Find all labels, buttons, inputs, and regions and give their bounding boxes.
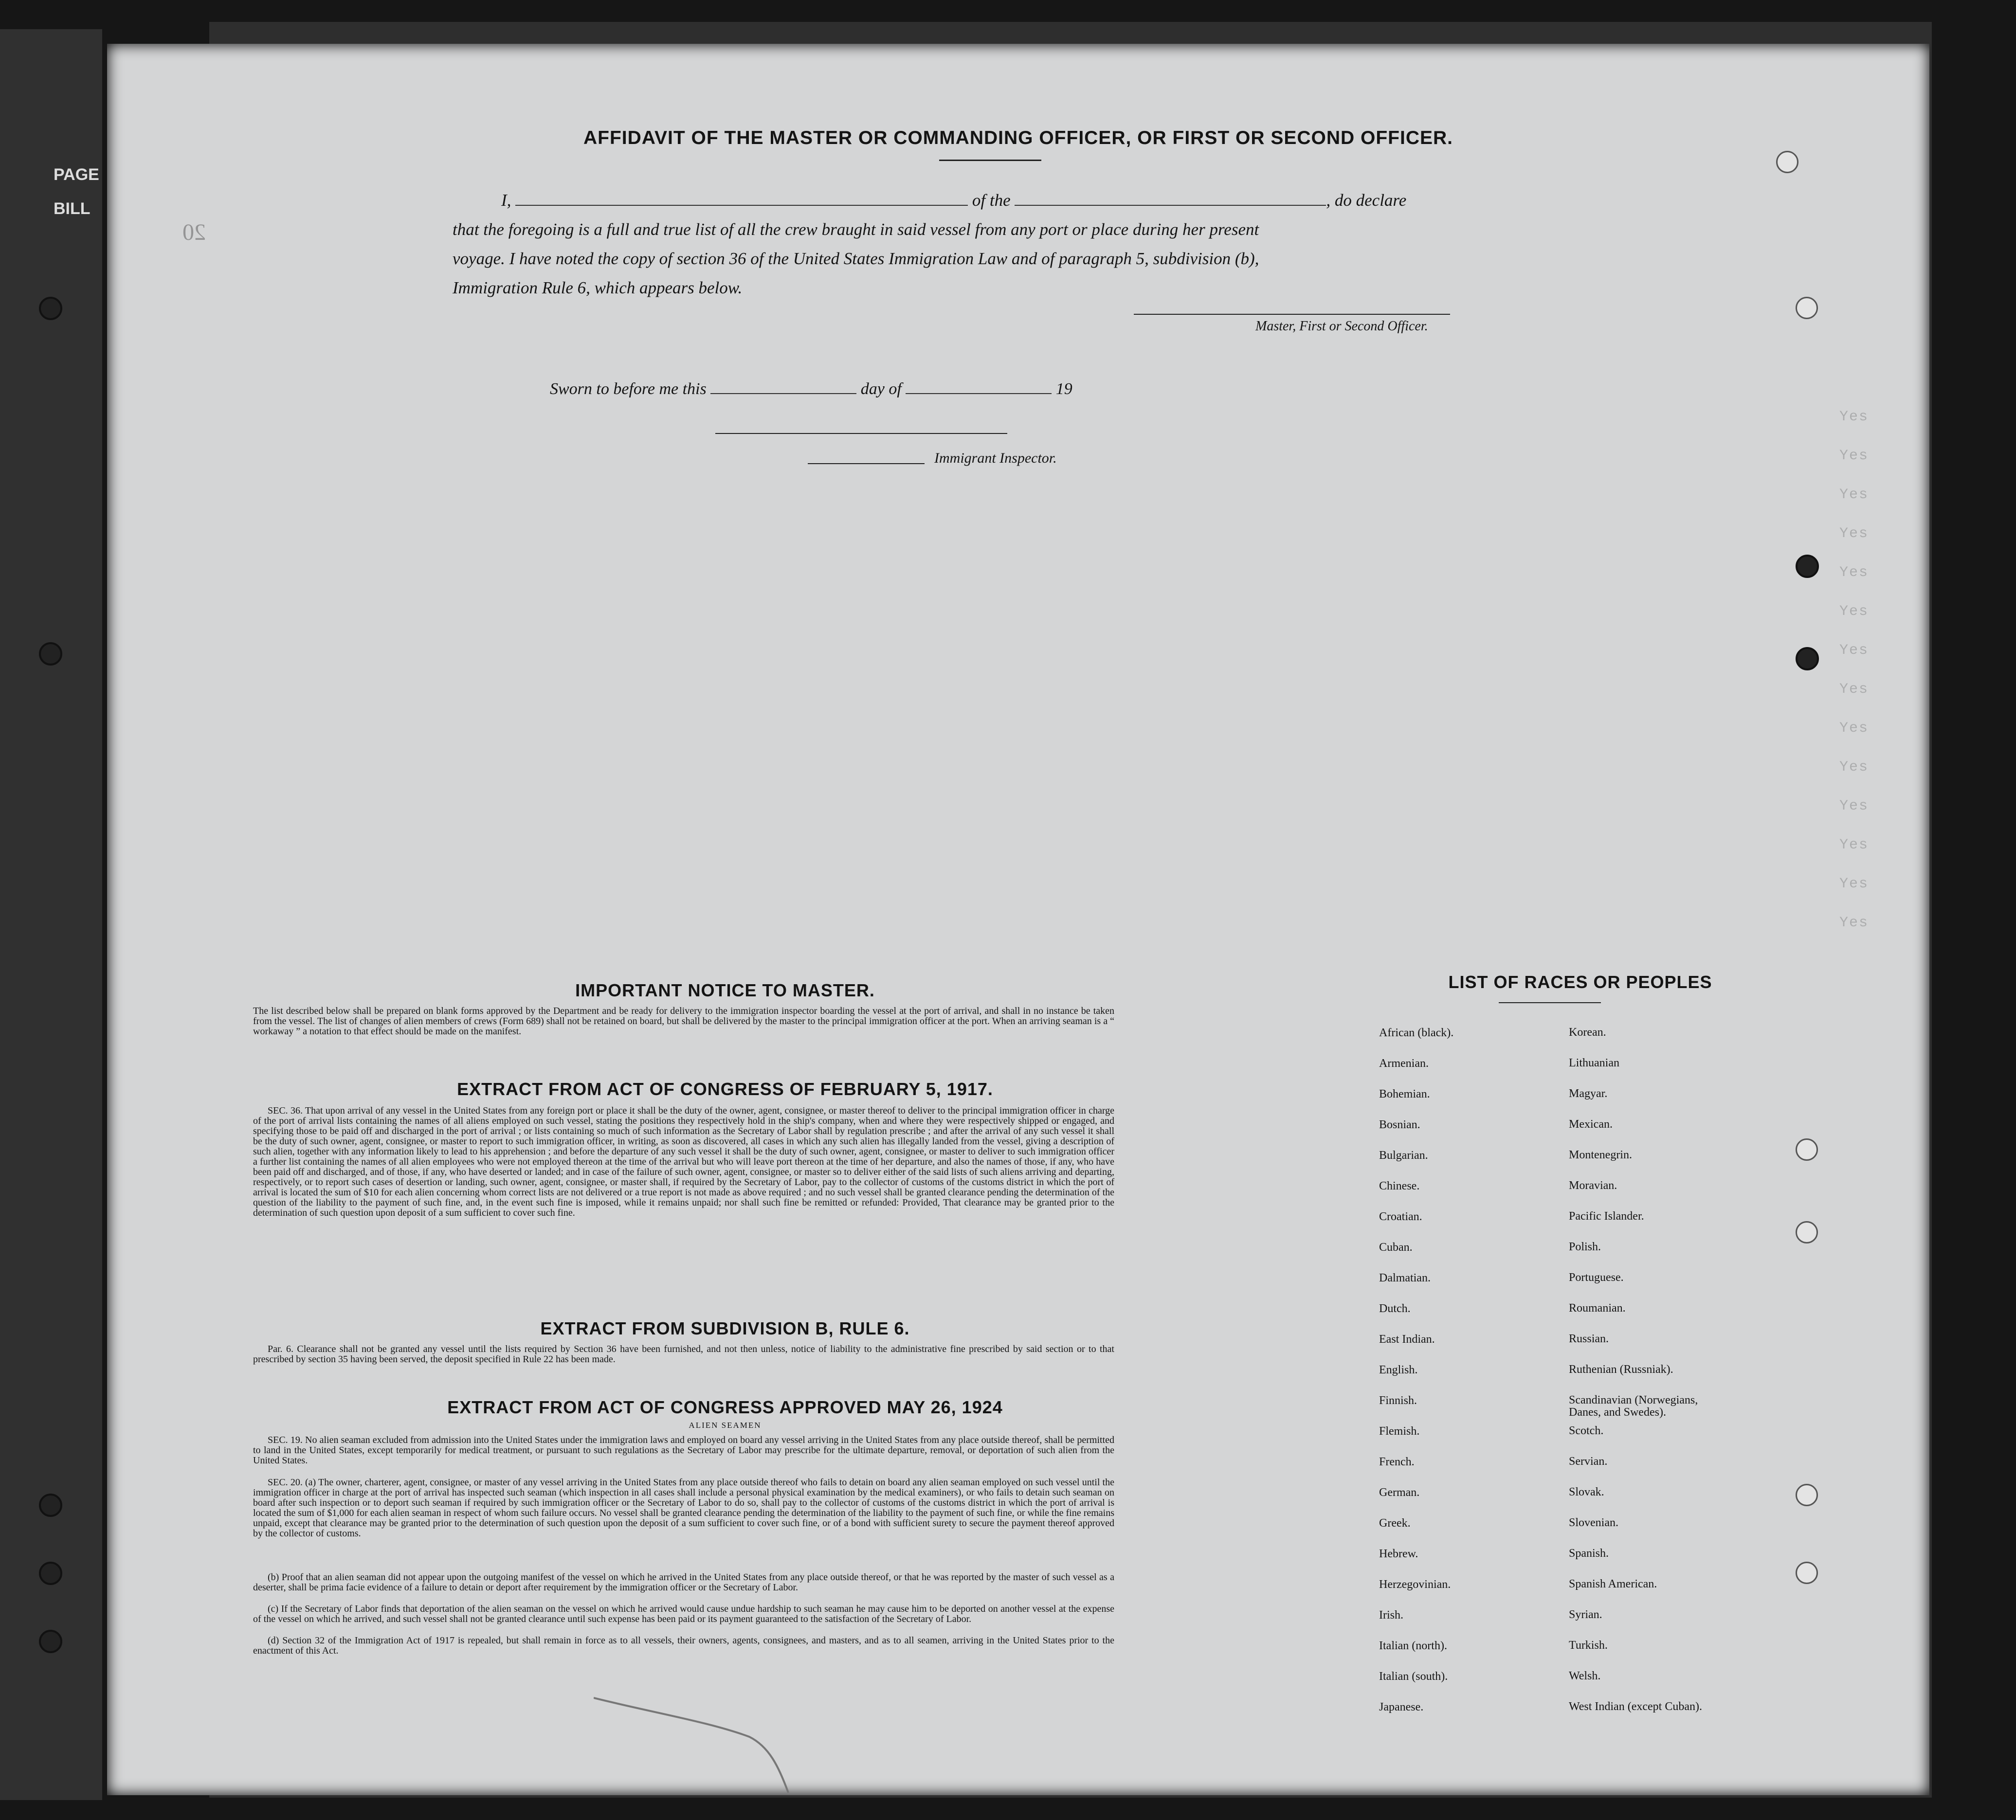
name-blank[interactable]: [515, 190, 968, 206]
bleed-through-text: Yes: [1839, 642, 1869, 659]
race-item: Dalmatian.: [1379, 1272, 1431, 1284]
punch-hole: [1796, 1484, 1818, 1506]
punch-hole: [1796, 297, 1818, 319]
punch-hole: [39, 1630, 62, 1653]
sworn-line: [550, 378, 1072, 398]
race-item: Pacific Islander.: [1569, 1210, 1644, 1223]
race-item: Japanese.: [1379, 1701, 1424, 1713]
extract-1917-title: EXTRACT FROM ACT OF CONGRESS OF FEBRUARY 5, 1917.: [457, 1079, 993, 1099]
affidavit-do-declare: do declare: [1334, 191, 1407, 210]
race-item: Herzegovinian.: [1379, 1578, 1451, 1591]
affidavit-of-the: of the: [972, 191, 1011, 210]
race-item: Russian.: [1569, 1333, 1609, 1345]
race-item: Roumanian.: [1569, 1302, 1626, 1315]
race-item: Finnish.: [1379, 1394, 1417, 1407]
race-item: Korean.: [1569, 1026, 1606, 1039]
punch-hole: [1796, 1138, 1818, 1161]
race-item: French.: [1379, 1456, 1415, 1468]
page-number-bleed: 20: [182, 219, 206, 245]
bleed-through-text: Yes: [1839, 603, 1869, 620]
race-item: German.: [1379, 1486, 1420, 1499]
extract-1924-title: EXTRACT FROM ACT OF CONGRESS APPROVED MAY 26, 1924: [447, 1397, 1003, 1417]
bleed-through-text: Yes: [1839, 915, 1869, 931]
bleed-through-text: Yes: [1839, 681, 1869, 698]
affidavit-title: AFFIDAVIT OF THE MASTER OR COMMANDING OFFICER, OR FIRST OR SECOND OFFICER.: [583, 127, 1453, 148]
punch-hole: [1796, 1562, 1818, 1584]
race-item: Spanish American.: [1569, 1578, 1657, 1590]
vessel-blank[interactable]: [1015, 190, 1326, 206]
race-item: Ruthenian (Russniak).: [1569, 1363, 1673, 1376]
race-item: Flemish.: [1379, 1425, 1420, 1438]
race-item: English.: [1379, 1364, 1418, 1376]
race-item: Bohemian.: [1379, 1088, 1430, 1100]
punch-hole: [39, 297, 62, 320]
extract-1924-subtitle: ALIEN SEAMEN: [689, 1421, 762, 1430]
race-item: West Indian (except Cuban).: [1569, 1700, 1702, 1713]
extract-1924-sec20b: (b) Proof that an alien seaman did not appear upon the outgoing manifest of the vessel on which he arrived in the United States from any place outside thereof, or that he was reported by the master of such vessel as a deserter, shall be prima facie evidence of a failure to detain or deport after requirement by the immigration officer or the Secretary of Labor.: [253, 1572, 1114, 1593]
adjacent-page-edge: [0, 29, 102, 1800]
bleed-through-text: Yes: [1839, 720, 1869, 737]
race-item: Armenian.: [1379, 1057, 1429, 1070]
bleed-through-text: Yes: [1839, 487, 1869, 503]
extract-1924-sec20a: SEC. 20. (a) The owner, charterer, agent, consignee, or master of any vessel arriving in the United States from any place outside thereof who fails to detain on board any alien seaman employed on such vessel until the immigration officer in charge at the port of arrival has inspected such seaman (which inspection in all cases shall include a personal physical examination by the medical examiners), or who fails to detain such seaman on board after such inspection or to deport such seaman if required by such immigration officer or the Secretary of Labor to do so, shall pay to the collector of customs of the customs district in which the port of arrival is located the sum of $1,000 for each alien seaman in respect of whom such failure occurs. No vessel shall be granted clearance pending the determination of the liability to the payment of such fine, or while the fine remains unpaid, except that clearance may be granted prior to the determination of such question upon the deposit of a sum sufficient to cover such fine, or of a bond with sufficient surety to secure the payment thereof approved by the collector of customs.: [253, 1477, 1114, 1539]
affidavit-line-2: that the foregoing is a full and true list of all the crew braught in said vessel from any port or place during her present: [453, 220, 1259, 239]
affidavit-line-4: Immigration Rule 6, which appears below.: [453, 278, 743, 297]
race-item: Spanish.: [1569, 1547, 1609, 1560]
bleed-through-text: Yes: [1839, 798, 1869, 814]
race-item: East Indian.: [1379, 1333, 1435, 1346]
bleed-through-text: Yes: [1839, 759, 1869, 775]
paper-tear: [594, 1693, 837, 1795]
signature-line[interactable]: [1134, 314, 1450, 315]
bleed-through-text: Yes: [1839, 525, 1869, 542]
title-rule: [939, 160, 1041, 161]
punch-hole: [1796, 555, 1819, 578]
race-item: Slovak.: [1569, 1486, 1604, 1498]
race-item: Servian.: [1569, 1455, 1608, 1468]
notice-text: The list described below shall be prepared on blank forms approved by the Department and be ready for delivery to the immigration inspector boarding the vessel at the port of arrival, and shall in no instance be taken from the vessel. The list of changes of alien members of crews (Form 689) shall not be retained on board, but shall be delivered by the master to the principal immigration officer at the port. When an arriving seaman is a “ workaway ” a notation to that effect should be made on the manifest.: [253, 1006, 1114, 1037]
race-item: Montenegrin.: [1569, 1149, 1632, 1161]
race-item: African (black).: [1379, 1027, 1454, 1039]
race-item: Lithuanian: [1569, 1057, 1619, 1069]
extract-1917-text: SEC. 36. That upon arrival of any vessel in the United States from any foreign port or place it shall be the duty of the owner, agent, consignee, or master thereof to deliver to the principal immigration officer in charge of the port of arrival lists containing the names of all aliens employed on such vessel, stating the positions they respectively hold in the ship's company, when and where they were respectively shipped or engaged, and specifying those to be paid off and discharged in the port of arrival ; or lists containing so much of such information as the Secretary of Labor shall by regulation prescribe ; and after the arrival of any such vessel it shall be the duty of such owner, agent, consignee, or master to report to such immigration officer, in writing, as soon as discovered, all cases in which any such alien has illegally landed from the vessel, giving a description of such alien, together with any information likely to lead to his apprehension ; and before the departure of any such vessel it shall be the duty of such owner, agent, consignee, or master to deliver to such immigration officer a further list containing the names of all alien employees who were not employed thereon at the time of the arrival but who will leave port thereon at the time of her departure, and also the names of those, if any, who have been paid off and discharged, and of those, if any, who have deserted or landed; and in case of the failure of such owner, agent, consignee, or master so to deliver either of the said lists of such aliens arriving and departing, respectively, or to report such cases of desertion or landing, such owner, agent, consignee, or master shall, if required by the Secretary of Labor, pay to the collector of customs of the customs district in which the port of arrival is located the sum of $10 for each alien concerning whom correct lists are not delivered or a true report is not made as above required ; and no such vessel shall be granted clearance pending the determination of the question of the liability to the payment of such fine, and, in the event such fine is imposed, while it remains unpaid; nor shall such fine be remitted or refunded: Provided, That clearance may be granted prior to the determination of such question upon deposit of a sum sufficient to cover such fine.: [253, 1105, 1114, 1218]
affidavit-line-1: I, of the , do declare: [501, 191, 1407, 210]
race-item: Italian (south).: [1379, 1670, 1448, 1683]
punch-hole: [1796, 1221, 1818, 1243]
race-item: Croatian.: [1379, 1210, 1422, 1223]
bleed-through-text: Yes: [1839, 448, 1869, 464]
races-title: LIST OF RACES OR PEOPLES: [1448, 972, 1712, 992]
extract-rule6-title: EXTRACT FROM SUBDIVISION B, RULE 6.: [540, 1318, 910, 1338]
bleed-through-text: Yes: [1839, 409, 1869, 425]
signature-caption: Master, First or Second Officer.: [1255, 319, 1428, 334]
day-of-text: day of: [860, 380, 902, 398]
race-item: Portuguese.: [1569, 1271, 1624, 1284]
race-item: Bulgarian.: [1379, 1149, 1428, 1162]
race-item: Irish.: [1379, 1609, 1403, 1622]
affidavit-i: I,: [501, 191, 511, 210]
race-item: Scotch.: [1569, 1424, 1604, 1437]
notice-title: IMPORTANT NOTICE TO MASTER.: [575, 980, 875, 1000]
punch-hole: [39, 1562, 62, 1585]
extract-rule6-text: Par. 6. Clearance shall not be granted any vessel until the lists required by Section 36 have been furnished, and not then unless, notice of liability to the administrative fine prescribed by said section or to that prescribed by section 35 having been served, the deposit specified in Rule 22 has been made.: [253, 1344, 1114, 1365]
race-item: Syrian.: [1569, 1608, 1602, 1621]
inspector-short-line: [808, 463, 925, 464]
punch-hole: [1796, 647, 1819, 670]
race-item: Bosnian.: [1379, 1118, 1420, 1131]
race-item: Hebrew.: [1379, 1548, 1418, 1560]
races-title-rule: [1499, 1002, 1601, 1003]
extract-1924-sec20c: (c) If the Secretary of Labor finds that deportation of the alien seaman on the vessel on which he arrived would cause undue hardship to such seaman he may cause him to be deported on another vessel at the expense of the vessel on which he arrived, and such vessel shall not be granted clearance until such expense has been paid or its payment guaranteed to the satisfaction of the Secretary of Labor.: [253, 1604, 1114, 1624]
inspector-caption: Immigrant Inspector.: [934, 450, 1057, 466]
race-item: Magyar.: [1569, 1087, 1608, 1100]
day-blank[interactable]: [710, 378, 856, 394]
bleed-through-text: Yes: [1839, 564, 1869, 581]
month-blank[interactable]: [906, 378, 1052, 394]
race-item: Italian (north).: [1379, 1640, 1447, 1652]
punch-hole: [39, 642, 62, 666]
bleed-through-text: Yes: [1839, 876, 1869, 892]
extract-1924-sec19: SEC. 19. No alien seaman excluded from admission into the United States under the immigration laws and employed on board any vessel arriving in the United States from any place outside thereof, shall be permitted to land in the United States, except temporarily for medical treatment, or pursuant to such regulations as the Secretary of Labor may prescribe for the ultimate departure, removal, or deportation of such alien from the United States.: [253, 1435, 1114, 1466]
race-item: Moravian.: [1569, 1179, 1617, 1192]
inspector-signature-line[interactable]: [715, 433, 1007, 434]
document-page: [107, 44, 1929, 1795]
margin-fragment-2: BILL: [54, 199, 91, 218]
year-prefix: 19: [1055, 380, 1072, 398]
extract-1924-sec20d: (d) Section 32 of the Immigration Act of 1917 is repealed, but shall remain in force as to all vessels, their owners, agents, consignees, and masters, and as to all seamen, arriving in the United States prior to the enactment of this Act.: [253, 1635, 1114, 1656]
affidavit-line-3: voyage. I have noted the copy of section 36 of the United States Immigration Law and of paragraph 5, subdivision (b),: [453, 249, 1259, 268]
race-item: Cuban.: [1379, 1241, 1413, 1254]
race-item: Mexican.: [1569, 1118, 1613, 1131]
race-item: Polish.: [1569, 1241, 1601, 1253]
race-item: Greek.: [1379, 1517, 1411, 1530]
race-item: Slovenian.: [1569, 1516, 1618, 1529]
margin-fragment-1: PAGE: [54, 165, 99, 184]
race-item: Turkish.: [1569, 1639, 1608, 1652]
punch-hole: [39, 1494, 62, 1517]
race-item: Welsh.: [1569, 1670, 1601, 1682]
affidavit-body: [453, 186, 1581, 303]
race-item: Chinese.: [1379, 1180, 1420, 1192]
punch-hole: [1776, 151, 1798, 173]
sworn-text: Sworn to before me this: [550, 380, 707, 398]
race-item: Scandinavian (Norwegians, Danes, and Swedes).: [1569, 1394, 1698, 1419]
bleed-through-text: Yes: [1839, 837, 1869, 853]
race-item: Dutch.: [1379, 1302, 1411, 1315]
